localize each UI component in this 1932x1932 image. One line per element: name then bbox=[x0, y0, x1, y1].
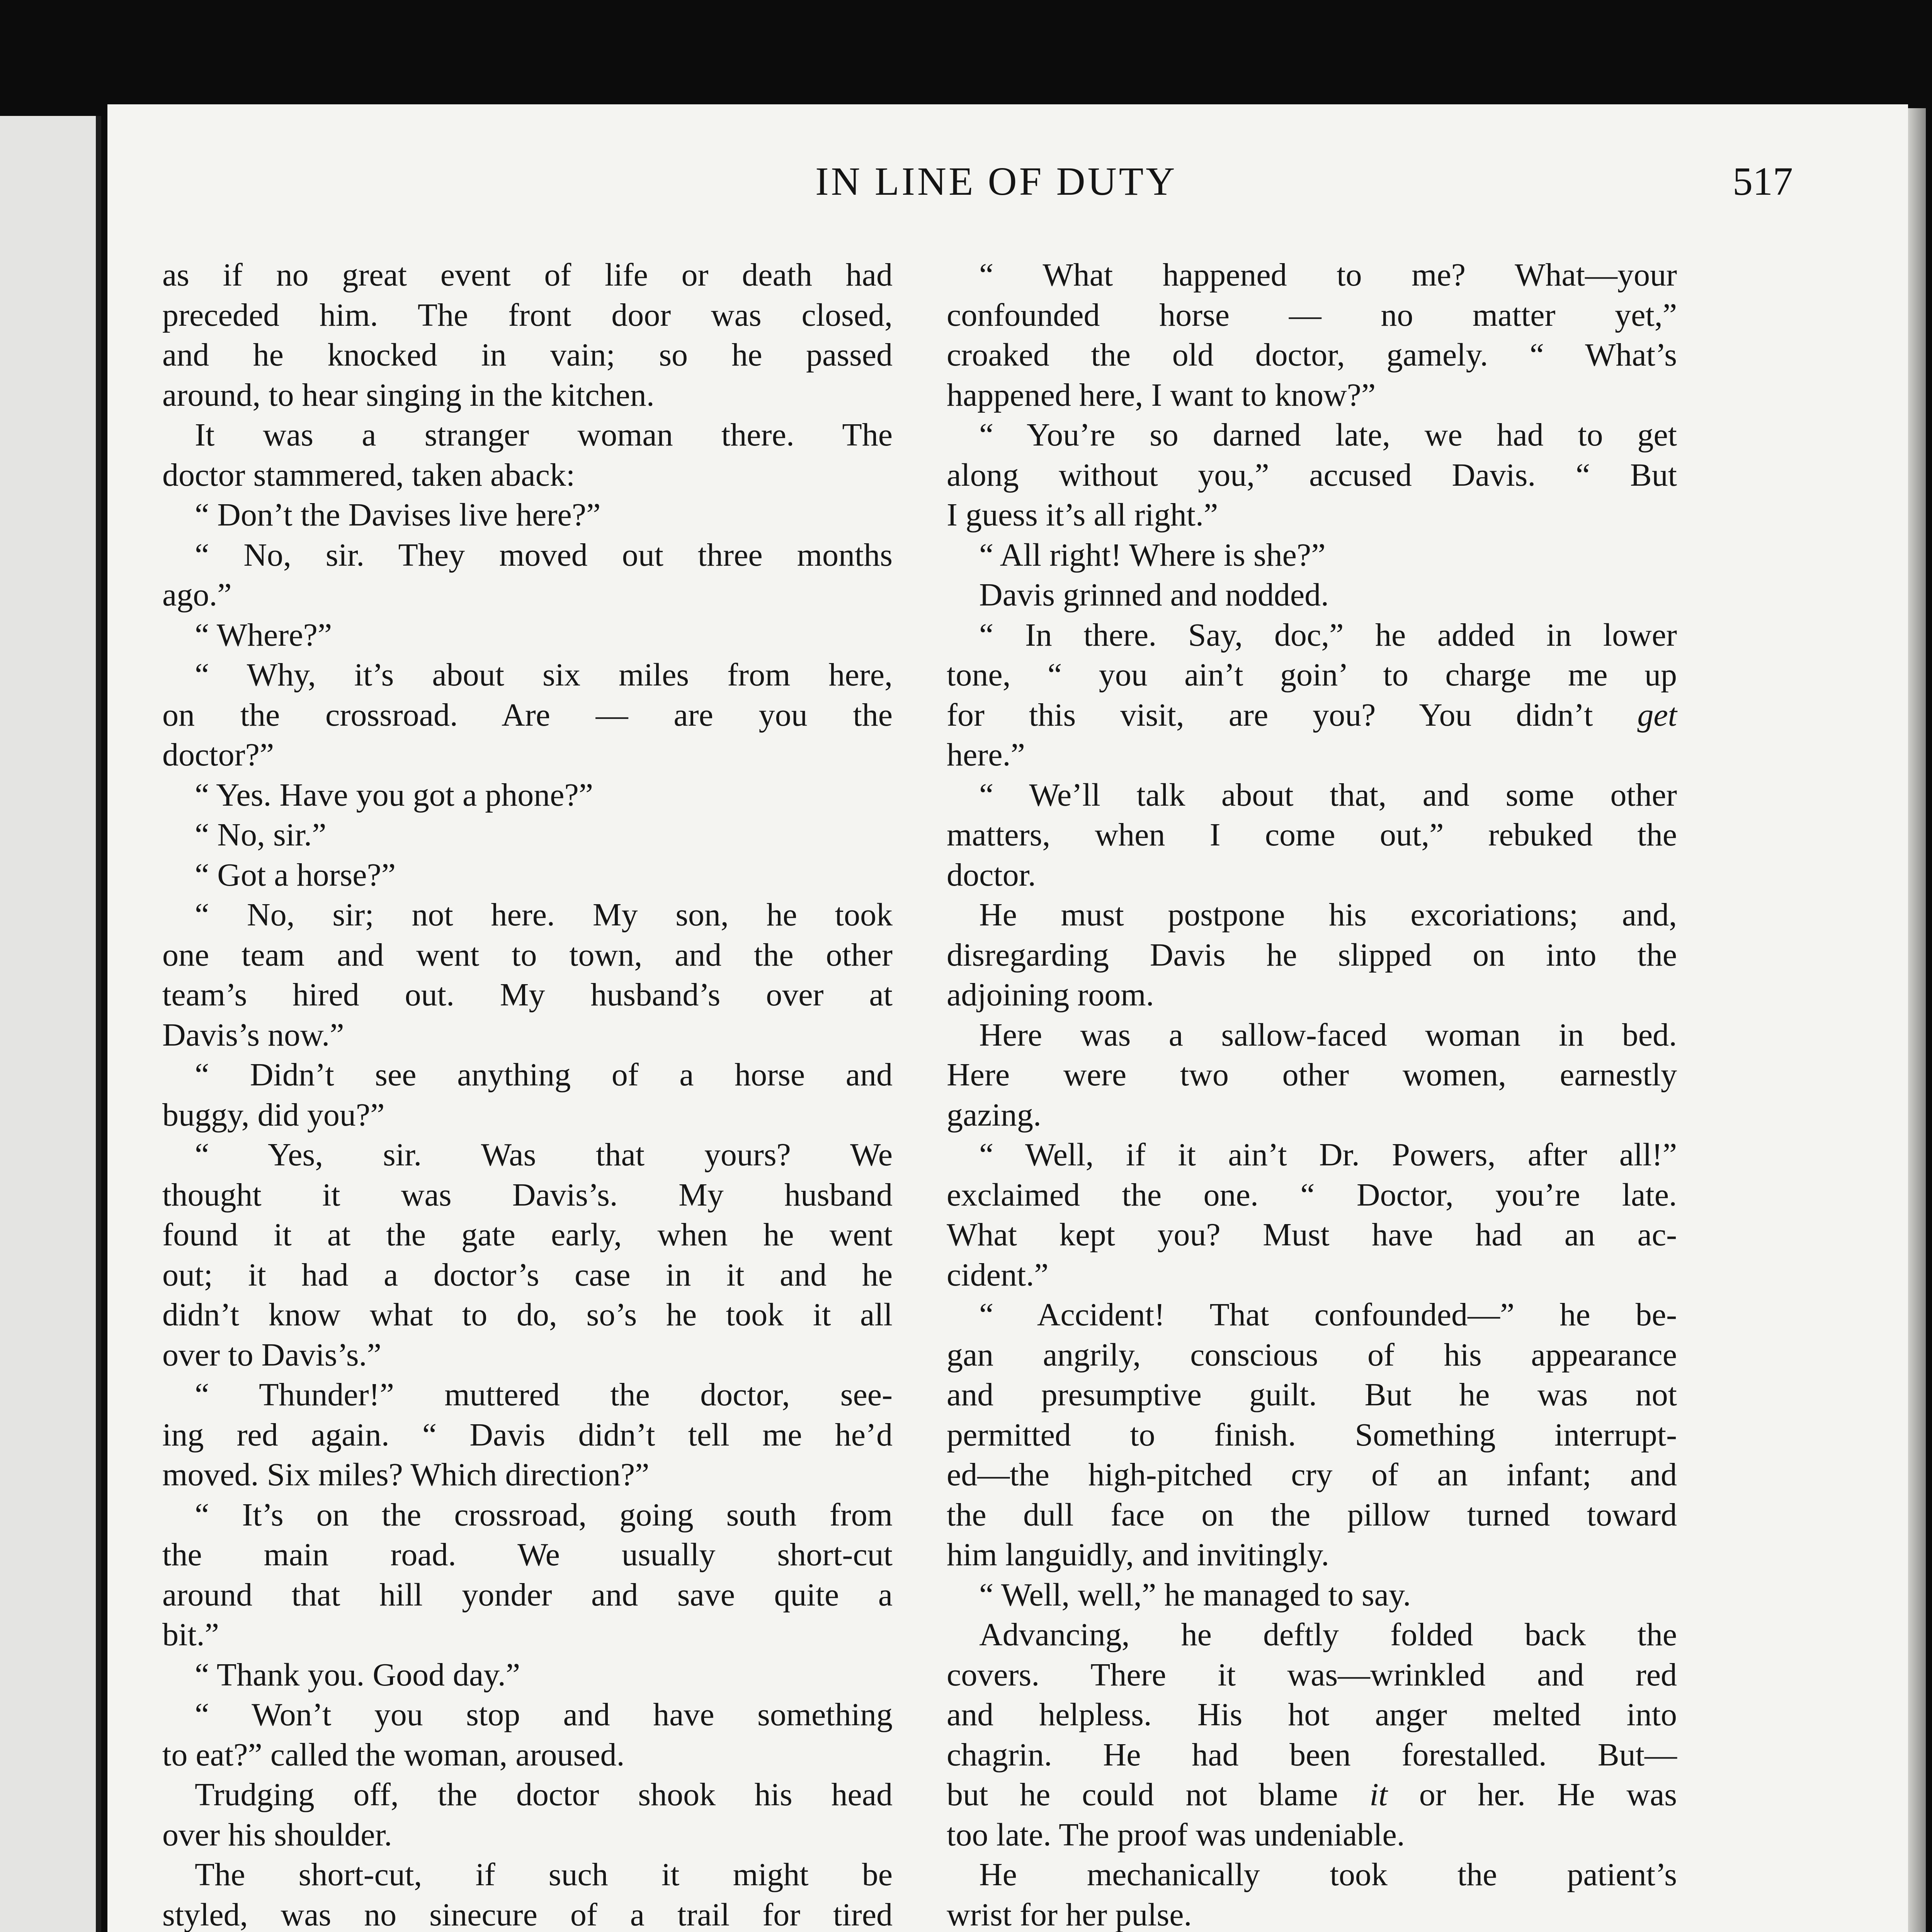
text-line bbox=[947, 255, 1677, 295]
line-text: “ You’re so darned late, we had to get bbox=[979, 417, 1677, 453]
line-text: around, to hear singing in the kitchen. bbox=[162, 377, 655, 413]
line-text: ago.” bbox=[162, 577, 232, 613]
text-line bbox=[947, 1895, 1677, 1932]
line-text: buggy, did you?” bbox=[162, 1097, 385, 1133]
line-text: “ What happened to me? What—your bbox=[979, 257, 1677, 293]
line-text: over his shoulder. bbox=[162, 1816, 392, 1853]
line-text: gan angrily, conscious of his appearance bbox=[947, 1337, 1677, 1373]
text-line bbox=[947, 975, 1677, 1015]
text-line bbox=[162, 895, 893, 935]
line-text: “ No, sir. They moved out three months bbox=[195, 537, 893, 573]
text-line bbox=[162, 1735, 893, 1775]
line-text: Davis grinned and nodded. bbox=[979, 577, 1329, 613]
text-line bbox=[947, 1375, 1677, 1415]
line-text: “ Didn’t see anything of a horse and bbox=[195, 1057, 893, 1093]
line-text: “ In there. Say, doc,” he added in lower bbox=[979, 617, 1677, 653]
text-line bbox=[162, 1095, 893, 1135]
text-line bbox=[947, 1335, 1677, 1375]
text-line bbox=[162, 1895, 893, 1932]
line-text: to eat?” called the woman, aroused. bbox=[162, 1736, 625, 1773]
text-line bbox=[947, 1255, 1677, 1295]
line-text: It was a stranger woman there. The bbox=[195, 417, 893, 453]
line-text: “ Where?” bbox=[195, 617, 332, 653]
italic-text: get bbox=[1637, 697, 1677, 733]
line-text: him languidly, and invitingly. bbox=[947, 1537, 1330, 1573]
text-line bbox=[162, 455, 893, 495]
line-text: happened here, I want to know?” bbox=[947, 377, 1376, 413]
line-text: “ Well, if it ain’t Dr. Powers, after all!” bbox=[979, 1137, 1677, 1173]
line-text: covers. There it was—wrinkled and red bbox=[947, 1656, 1677, 1693]
text-line bbox=[947, 1535, 1677, 1575]
text-line bbox=[162, 1775, 893, 1815]
line-text: cident.” bbox=[947, 1257, 1049, 1293]
line-text: “ No, sir.” bbox=[195, 817, 327, 853]
line-text: wrist for her pulse. bbox=[947, 1896, 1192, 1932]
text-line bbox=[947, 335, 1677, 375]
text-column-left bbox=[162, 255, 893, 1932]
text-line bbox=[947, 1775, 1677, 1815]
line-text: didn’t know what to do, so’s he took it all bbox=[162, 1297, 893, 1333]
text-line bbox=[947, 1215, 1677, 1255]
text-line bbox=[162, 495, 893, 535]
text-line bbox=[947, 815, 1677, 855]
line-text: He mechanically took the patient’s bbox=[979, 1857, 1677, 1893]
text-line bbox=[162, 1695, 893, 1735]
line-text: for this visit, are you? You didn’t bbox=[947, 697, 1638, 733]
text-line bbox=[162, 775, 893, 815]
line-text: the dull face on the pillow turned toward bbox=[947, 1497, 1677, 1533]
line-text: as if no great event of life or death had bbox=[162, 257, 893, 293]
line-text: team’s hired out. My husband’s over at bbox=[162, 977, 893, 1013]
line-text: He must postpone his excoriations; and, bbox=[979, 897, 1677, 933]
text-line bbox=[947, 375, 1677, 415]
line-text: disregarding Davis he slipped on into the bbox=[947, 937, 1677, 973]
line-text: croaked the old doctor, gamely. “ What’s bbox=[947, 337, 1677, 373]
line-text: out; it had a doctor’s case in it and he bbox=[162, 1257, 893, 1293]
text-line bbox=[947, 1415, 1677, 1455]
line-text: thought it was Davis’s. My husband bbox=[162, 1177, 893, 1213]
line-text: styled, was no sinecure of a trail for tired bbox=[162, 1896, 893, 1932]
text-line bbox=[947, 935, 1677, 975]
line-text: Here was a sallow-faced woman in bed. bbox=[979, 1017, 1677, 1053]
text-line bbox=[947, 455, 1677, 495]
text-line bbox=[162, 1015, 893, 1055]
text-line bbox=[162, 1055, 893, 1095]
text-line bbox=[162, 1335, 893, 1375]
text-line bbox=[162, 1295, 893, 1335]
line-text: tone, “ you ain’t goin’ to charge me up bbox=[947, 657, 1677, 693]
line-text: along without you,” accused Davis. “ But bbox=[947, 457, 1677, 493]
text-line bbox=[162, 655, 893, 695]
text-line bbox=[947, 575, 1677, 615]
right-page-edge bbox=[1908, 108, 1926, 1932]
line-text: ing red again. “ Davis didn’t tell me he’d bbox=[162, 1417, 893, 1453]
line-text: The short-cut, if such it might be bbox=[195, 1857, 893, 1893]
line-text: Trudging off, the doctor shook his head bbox=[195, 1777, 893, 1813]
text-line bbox=[947, 1735, 1677, 1775]
text-line bbox=[162, 255, 893, 295]
page-number: 517 bbox=[1733, 159, 1793, 204]
text-line bbox=[162, 295, 893, 335]
text-line bbox=[947, 895, 1677, 935]
line-text: exclaimed the one. “ Doctor, you’re late. bbox=[947, 1177, 1677, 1213]
text-line bbox=[162, 1415, 893, 1455]
text-line bbox=[162, 1655, 893, 1695]
text-line bbox=[947, 1015, 1677, 1055]
text-line bbox=[162, 1375, 893, 1415]
line-text: “ Yes. Have you got a phone?” bbox=[195, 777, 594, 813]
text-line bbox=[162, 1815, 893, 1855]
text-column-right bbox=[947, 255, 1677, 1932]
text-line bbox=[947, 1095, 1677, 1135]
text-line bbox=[947, 1495, 1677, 1535]
line-text: and helpless. His hot anger melted into bbox=[947, 1697, 1677, 1733]
line-text: too late. The proof was undeniable. bbox=[947, 1816, 1405, 1853]
text-line bbox=[947, 1575, 1677, 1615]
text-line bbox=[947, 695, 1677, 735]
running-title: IN LINE OF DUTY bbox=[815, 159, 1177, 204]
line-text: adjoining room. bbox=[947, 977, 1154, 1013]
line-text: and presumptive guilt. But he was not bbox=[947, 1377, 1677, 1413]
text-line bbox=[162, 1215, 893, 1255]
line-text: “ Accident! That confounded—” he be- bbox=[979, 1297, 1677, 1333]
text-line bbox=[162, 695, 893, 735]
text-line bbox=[947, 1855, 1677, 1895]
text-line bbox=[162, 1255, 893, 1295]
line-text: found it at the gate early, when he went bbox=[162, 1217, 893, 1253]
text-line bbox=[162, 1615, 893, 1655]
text-line bbox=[162, 1855, 893, 1895]
text-line bbox=[162, 855, 893, 895]
line-text: chagrin. He had been forestalled. But— bbox=[947, 1736, 1677, 1773]
left-page-edge bbox=[0, 116, 101, 1932]
text-line bbox=[947, 1295, 1677, 1335]
text-line bbox=[947, 415, 1677, 455]
text-line bbox=[162, 375, 893, 415]
text-line bbox=[947, 1055, 1677, 1095]
text-line bbox=[947, 775, 1677, 815]
line-text: confounded horse — no matter yet,” bbox=[947, 297, 1677, 333]
text-line bbox=[947, 495, 1677, 535]
text-line bbox=[947, 295, 1677, 335]
line-text: Davis’s now.” bbox=[162, 1017, 344, 1053]
text-line bbox=[162, 1575, 893, 1615]
line-text: the main road. We usually short-cut bbox=[162, 1537, 893, 1573]
text-line bbox=[947, 1455, 1677, 1495]
text-line bbox=[947, 1695, 1677, 1735]
line-text: over to Davis’s.” bbox=[162, 1337, 381, 1373]
line-text: “ No, sir; not here. My son, he took bbox=[195, 897, 893, 933]
line-text: doctor. bbox=[947, 857, 1036, 893]
line-text: and he knocked in vain; so he passed bbox=[162, 337, 893, 373]
line-text: What kept you? Must have had an ac- bbox=[947, 1217, 1677, 1253]
line-text: “ Don’t the Davises live here?” bbox=[195, 497, 601, 533]
line-text: doctor?” bbox=[162, 737, 274, 773]
text-line bbox=[162, 535, 893, 575]
text-line bbox=[947, 1815, 1677, 1855]
line-text: here.” bbox=[947, 737, 1025, 773]
text-line bbox=[162, 615, 893, 655]
text-line bbox=[162, 335, 893, 375]
line-text: around that hill yonder and save quite a bbox=[162, 1577, 893, 1613]
running-head bbox=[139, 158, 1793, 220]
line-text: I guess it’s all right.” bbox=[947, 497, 1218, 533]
line-text: gazing. bbox=[947, 1097, 1041, 1133]
line-text: “ It’s on the crossroad, going south from bbox=[195, 1497, 893, 1533]
text-line bbox=[947, 655, 1677, 695]
line-text: one team and went to town, and the other bbox=[162, 937, 893, 973]
line-text: matters, when I come out,” rebuked the bbox=[947, 817, 1677, 853]
line-text: “ We’ll talk about that, and some other bbox=[979, 777, 1677, 813]
text-line bbox=[947, 1175, 1677, 1215]
text-line bbox=[162, 735, 893, 775]
text-line bbox=[162, 1495, 893, 1535]
text-line bbox=[162, 1455, 893, 1495]
line-text: “ Won’t you stop and have something bbox=[195, 1697, 893, 1733]
line-text: “ All right! Where is she?” bbox=[979, 537, 1326, 573]
text-line bbox=[162, 975, 893, 1015]
line-text: permitted to finish. Something interrupt- bbox=[947, 1417, 1677, 1453]
text-line bbox=[947, 535, 1677, 575]
line-text: Advancing, he deftly folded back the bbox=[979, 1617, 1677, 1653]
text-line bbox=[947, 1655, 1677, 1695]
text-line bbox=[947, 735, 1677, 775]
italic-text: it bbox=[1369, 1777, 1388, 1813]
text-line bbox=[162, 1135, 893, 1175]
text-line bbox=[162, 935, 893, 975]
line-text: “ Well, well,” he managed to say. bbox=[979, 1577, 1411, 1613]
line-text: Here were two other women, earnestly bbox=[947, 1057, 1677, 1093]
line-text: doctor stammered, taken aback: bbox=[162, 457, 575, 493]
text-line bbox=[947, 1615, 1677, 1655]
text-line bbox=[947, 615, 1677, 655]
text-line bbox=[947, 1135, 1677, 1175]
line-text: moved. Six miles? Which direction?” bbox=[162, 1457, 650, 1493]
text-line bbox=[162, 1175, 893, 1215]
line-text: or her. He was bbox=[1388, 1777, 1677, 1813]
line-text: but he could not blame bbox=[947, 1777, 1370, 1813]
line-text: on the crossroad. Are — are you the bbox=[162, 697, 893, 733]
line-text: bit.” bbox=[162, 1617, 219, 1653]
text-line bbox=[162, 415, 893, 455]
text-line bbox=[162, 815, 893, 855]
text-line bbox=[947, 855, 1677, 895]
line-text: preceded him. The front door was closed, bbox=[162, 297, 893, 333]
line-text: “ Why, it’s about six miles from here, bbox=[195, 657, 893, 693]
line-text: “ Yes, sir. Was that yours? We bbox=[195, 1137, 893, 1173]
line-text: ed—the high-pitched cry of an infant; and bbox=[947, 1457, 1677, 1493]
line-text: “ Thank you. Good day.” bbox=[195, 1656, 520, 1693]
text-line bbox=[162, 575, 893, 615]
line-text: “ Thunder!” muttered the doctor, see- bbox=[195, 1377, 893, 1413]
line-text: “ Got a horse?” bbox=[195, 857, 396, 893]
text-line bbox=[162, 1535, 893, 1575]
